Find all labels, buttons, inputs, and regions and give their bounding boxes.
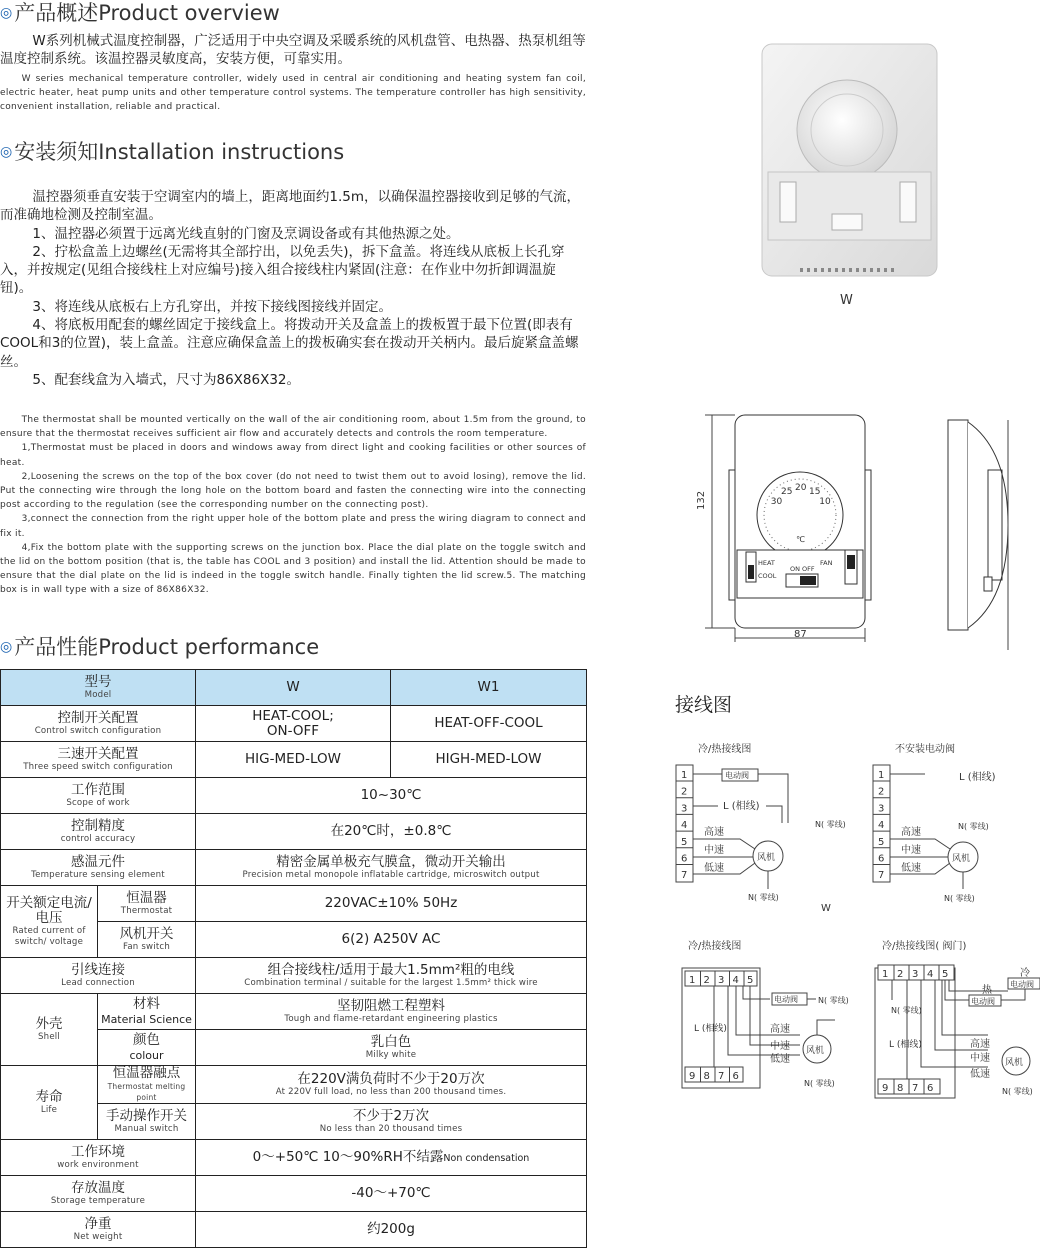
cell-cn: 恒温器 — [126, 889, 167, 906]
terminal-number: 8 — [897, 1083, 904, 1094]
table-cell — [98, 922, 196, 958]
wire — [766, 806, 782, 823]
vent-slot — [877, 268, 880, 272]
cell-cn: 型号 — [84, 673, 112, 690]
dial-number: 10 — [819, 497, 831, 507]
fan-switch — [900, 182, 916, 222]
neutral-label: N( 零线) — [818, 996, 849, 1005]
table-cell — [98, 1030, 196, 1066]
install-cn-para: 温控器须垂直安装于空调室内的墙上，距离地面约1.5m，以确保温控器接收到足够的气流，而准确地检测及控制室温。 — [0, 189, 581, 224]
overview-en-text: W series mechanical temperature controller, widely used in central air conditioning and heating system fan coil, electric heater, heat pump units and other temperature control systems. The temperature controller has high sensitivity, convenient installation, reliable and practical. — [0, 74, 586, 113]
overview-cn — [0, 32, 586, 68]
vent-slot — [849, 268, 852, 272]
speed-low-label: 低速 — [704, 863, 724, 874]
speed-high-label: 高速 — [901, 827, 921, 838]
cell-cn: 三速开关配置 — [57, 745, 139, 762]
vent-slot — [814, 268, 817, 272]
table-row — [1, 706, 587, 742]
table-cell — [196, 1104, 587, 1140]
wire — [892, 980, 1025, 1000]
performance-table — [0, 669, 587, 1248]
cell-en: Lead connection — [61, 977, 135, 988]
table-cell — [1, 958, 196, 994]
table-cell — [196, 1030, 587, 1066]
cell-cn: 组合接线柱/适用于最大1.5mm²粗的电线 — [267, 961, 515, 978]
diagram-4 — [875, 965, 1040, 1098]
terminal-number: 5 — [942, 969, 949, 980]
terminal-number: 5 — [747, 975, 754, 986]
fan-motor-label: 风机 — [1005, 1058, 1024, 1068]
table-cell — [196, 1140, 587, 1176]
table-cell — [1, 994, 98, 1066]
table-cell — [1, 886, 98, 958]
cell-en: Material Science — [101, 1012, 192, 1026]
speed-low-label: 低速 — [970, 1069, 990, 1080]
diagram-3-title: 冷/热接线图 — [688, 941, 742, 952]
fan-motor-label: 风机 — [757, 853, 776, 863]
live-label: L (相线) — [723, 801, 760, 812]
table-row — [1, 1176, 587, 1212]
cell-value: ON-OFF — [266, 722, 320, 739]
bullet-circle-icon: ◎ — [0, 639, 13, 655]
performance-title — [0, 631, 319, 661]
diagram-caption-w: W — [821, 903, 831, 914]
thermostat-photo — [760, 42, 940, 282]
install-cn-para: 1、温控器必须置于远离光线直射的门窗及烹调设备或有其他热源之处。 — [32, 225, 460, 242]
terminal-number: 2 — [878, 786, 885, 798]
speed-mid-label: 中速 — [970, 1053, 990, 1064]
vent-slot — [870, 268, 873, 272]
cell-en: Thermostat — [120, 905, 173, 916]
cell-en: Fan switch — [122, 941, 171, 952]
diagram-4-title: 冷/热接线图( 阀门) — [882, 941, 967, 952]
cell-cn: 控制开关配置 — [57, 709, 139, 726]
heat-label: 热 — [982, 985, 992, 996]
cell-cn: 精密金属单极充气膜盒，微动开关输出 — [276, 853, 506, 870]
front-side-ribs — [729, 470, 735, 600]
terminal-number: 2 — [681, 786, 688, 798]
cell-cn: 坚韧阻燃工程塑料 — [337, 997, 445, 1014]
wire — [817, 1020, 835, 1035]
live-label: L (相线) — [889, 1040, 922, 1050]
cell-cn: 净重 — [84, 1215, 112, 1232]
table-cell — [196, 994, 587, 1030]
terminal-number: 7 — [681, 870, 688, 882]
terminal-number: 9 — [689, 1071, 696, 1082]
cell-en: Life — [40, 1104, 58, 1115]
cell-en: work environment — [57, 1159, 139, 1170]
table-cell — [1, 850, 196, 886]
dial-number: 25 — [781, 486, 793, 497]
terminal-number: 6 — [732, 1071, 739, 1082]
height-label: 132 — [696, 490, 707, 510]
terminal-number: 3 — [718, 975, 725, 986]
cell-value: HEAT-COOL; — [252, 707, 334, 724]
table-cell — [1, 1066, 98, 1140]
cell-cn: 工作范围 — [71, 781, 125, 798]
speed-mid-label: 中速 — [704, 845, 724, 856]
table-cell — [1, 1212, 196, 1248]
cell-cn: 风机开关 — [119, 925, 174, 942]
terminal-number: 6 — [927, 1083, 934, 1094]
install-cn-para: 3、将连线从底板右上方孔穿出，并按下接线图接线并固定。 — [32, 298, 392, 315]
cell-en: Three speed switch configuration — [23, 761, 173, 772]
cell-en: Storage temperature — [50, 1195, 146, 1206]
dial-number: 15 — [809, 486, 821, 497]
table-cell — [196, 958, 587, 994]
bullet-circle-icon: ◎ — [0, 5, 13, 21]
cell-en: Manual switch — [114, 1123, 179, 1134]
table-row — [1, 742, 587, 778]
terminal-number: 6 — [878, 853, 885, 865]
terminal-number: 7 — [912, 1083, 919, 1094]
terminal-number: 3 — [681, 803, 688, 815]
dial-number: 20 — [795, 483, 807, 493]
cell-cn: 手动操作开关 — [106, 1107, 187, 1124]
wiring-title: 接线图 — [675, 694, 733, 716]
cell-cn: 开关额定电流/电压 — [6, 894, 92, 926]
table-cell — [1, 742, 196, 778]
diagram-2-title: 不安装电动阀 — [895, 744, 955, 755]
cell-cn: 不少于2万次 — [352, 1107, 430, 1124]
cell-cn: 在220V满负荷时不少于20万次 — [297, 1070, 485, 1087]
cell-cn: 乳白色 — [370, 1033, 412, 1050]
neutral-label: N( 零线) — [944, 894, 975, 903]
cell-cn: 恒温器融点 — [112, 1065, 181, 1081]
side-view-body — [948, 420, 968, 630]
table-cell — [1, 706, 196, 742]
table-cell — [1, 778, 196, 814]
cell-en: Control switch configuration — [34, 725, 162, 736]
table-row — [1, 778, 587, 814]
vent-slot — [863, 268, 866, 272]
on-off-label: ON OFF — [790, 565, 815, 573]
wire — [693, 839, 755, 874]
neutral-label: N( 零线) — [958, 822, 989, 831]
fan-label: FAN — [820, 559, 833, 567]
table-row — [1, 670, 587, 706]
vent-slot — [842, 268, 845, 272]
side-view-knob — [984, 577, 992, 591]
table-cell — [1, 814, 196, 850]
terminal-number: 3 — [878, 803, 885, 815]
cell-en: Scope of work — [66, 797, 130, 808]
cell-en: Combination terminal / suitable for the largest 1.5mm² thick wire — [244, 977, 538, 988]
table-header-w: W — [196, 670, 391, 706]
table-cell: 在20℃时，±0.8℃ — [196, 814, 587, 850]
table-row — [1, 886, 587, 922]
cold-label: 冷 — [1020, 968, 1030, 979]
install-cn-para: 4、将底板用配套的螺丝固定于接线盒上。将拨动开关及盒盖上的拨板置于最下位置(即表有COOL和3的位置)，装上盒盖。注意应确保盒盖上的拨板确实套在拨动开关柄内。最后旋紧盒盖螺丝。 — [0, 317, 579, 370]
install-cn — [0, 188, 586, 389]
vent-slot — [884, 268, 887, 272]
install-title-en: Installation instructions — [98, 140, 345, 164]
table-row — [1, 1066, 587, 1104]
table-cell — [1, 670, 196, 706]
thermostat-dial — [797, 80, 897, 180]
terminal-number: 4 — [927, 969, 934, 980]
cell-cn: 外壳 — [35, 1015, 63, 1032]
table-cell — [98, 994, 196, 1030]
install-title-cn: 安装须知 — [14, 140, 99, 164]
mode-switch — [780, 182, 796, 222]
terminal-number: 4 — [878, 820, 885, 832]
vent-slot — [821, 268, 824, 272]
table-row — [1, 1212, 587, 1248]
cell-en: Shell — [38, 1031, 60, 1042]
power-switch — [832, 214, 862, 230]
neutral-label: N( 零线) — [804, 1079, 835, 1088]
terminal-number: 7 — [718, 1071, 725, 1082]
overview-title-cn: 产品概述 — [14, 1, 99, 25]
cell-cn: 工作环境 — [71, 1143, 125, 1160]
cell-en: Temperature sensing element — [31, 869, 165, 880]
terminal-number: 9 — [882, 1083, 889, 1094]
terminal-number: 4 — [732, 975, 739, 986]
speed-high-label: 高速 — [770, 1024, 790, 1035]
cell-en: Milky white — [365, 1049, 417, 1060]
table-header-w1: W1 — [391, 670, 587, 706]
install-title — [0, 136, 344, 166]
front-power-knob — [800, 576, 816, 585]
cell-en: Thermostat melting point — [107, 1082, 186, 1102]
diagram-2 — [873, 765, 996, 903]
cell-cn: 存放温度 — [71, 1179, 125, 1196]
fan-motor-label: 风机 — [806, 1046, 825, 1056]
table-row — [1, 850, 587, 886]
install-cn-para: 2、拧松盒盖上边螺丝(无需将其全部拧出，以免丢失)，拆下盒盖。将连线从底板上长孔穿入，并按规定(见组合接线柱上对应编号)接入组合接线柱内紧固(注意：在作业中勿折卸调温旋钮)。 — [0, 243, 565, 297]
live-label: L (相线) — [959, 772, 996, 783]
front-side-ribs — [865, 470, 871, 600]
vent-slot — [856, 268, 859, 272]
neutral-label: N( 零线) — [815, 820, 846, 829]
valve-label: 电动阀 — [774, 995, 798, 1004]
wiring-diagrams — [670, 755, 1040, 1155]
terminal-number: 5 — [681, 836, 688, 848]
cell-value-small: Non condensation — [443, 1152, 530, 1164]
diagram-3 — [682, 968, 849, 1088]
speed-low-label: 低速 — [770, 1054, 790, 1065]
overview-title-en: Product overview — [98, 1, 280, 25]
vent-slot — [891, 268, 894, 272]
cell-cn: 颜色 — [133, 1031, 160, 1048]
cell-en: colour — [129, 1048, 164, 1062]
cell-cn: 感温元件 — [71, 853, 125, 870]
table-cell: -40～+70℃ — [196, 1176, 587, 1212]
table-cell: 220VAC±10% 50Hz — [196, 886, 587, 922]
front-mode-knob — [748, 565, 754, 579]
valve-label: 电动阀 — [725, 771, 749, 780]
cell-cn: 引线连接 — [71, 961, 125, 978]
terminal-number: 7 — [878, 870, 885, 882]
cell-en: control accuracy — [60, 833, 136, 844]
fan-motor-label: 风机 — [952, 854, 971, 864]
heat-label: HEAT — [758, 559, 775, 567]
cell-cn: 寿命 — [35, 1088, 63, 1105]
cell-value: 0～+50℃ 10～90%RH不结露 — [252, 1148, 444, 1165]
cell-en: At 220V full load, no less than 200 thousand times. — [275, 1086, 507, 1097]
terminal-number: 3 — [912, 969, 919, 980]
overview-en — [0, 72, 586, 115]
table-cell — [98, 1066, 196, 1104]
cell-cn: 材料 — [133, 995, 160, 1012]
table-cell — [196, 706, 391, 742]
terminal-number: 1 — [681, 770, 688, 781]
photo-caption: W — [840, 293, 853, 308]
cell-cn: 控制精度 — [71, 817, 125, 834]
table-cell — [196, 1066, 587, 1104]
valve-label: 电动阀 — [1010, 980, 1034, 989]
terminal-number: 1 — [882, 969, 889, 980]
table-cell — [1, 1140, 196, 1176]
diagram-1 — [676, 765, 846, 902]
diagram-1-title: 冷/热接线图 — [698, 744, 752, 755]
dimension-drawing — [690, 410, 1040, 660]
valve-label: 电动阀 — [971, 997, 995, 1006]
front-fan-knob — [847, 555, 855, 569]
speed-high-label: 高速 — [970, 1039, 990, 1050]
terminal-number: 2 — [897, 969, 904, 980]
install-en-para: 1,Thermostat must be placed in doors and windows away from direct light and cooking facilities or other sources of heat. — [0, 443, 586, 468]
table-cell: 约200g — [196, 1212, 587, 1248]
cell-en: No less than 20 thousand times — [319, 1123, 463, 1134]
vent-slot — [828, 268, 831, 272]
table-row — [1, 958, 587, 994]
width-label: 87 — [794, 629, 807, 640]
performance-title-cn: 产品性能 — [14, 635, 99, 659]
vent-slot — [800, 268, 803, 272]
vent-slot — [807, 268, 810, 272]
neutral-label: N( 零线) — [748, 893, 779, 902]
speed-high-label: 高速 — [704, 827, 724, 838]
install-en-para: 3,connect the connection from the right upper hole of the bottom plate and press the wiring diagram to connect and fix it. — [0, 514, 586, 539]
neutral-label: N( 零线) — [1002, 1087, 1033, 1096]
terminal-number: 8 — [703, 1071, 710, 1082]
table-cell: HIG-MED-LOW — [196, 742, 391, 778]
table-row — [1, 814, 587, 850]
speed-mid-label: 中速 — [901, 845, 921, 856]
live-label: L (相线) — [694, 1024, 727, 1034]
terminal-number: 2 — [703, 975, 710, 986]
terminal-number: 1 — [878, 770, 885, 781]
install-en-para: 4,Fix the bottom plate with the supporting screws on the junction box. Place the dial plate on the toggle switch and the lid on the bottom position (that is, the table has COOL and 3 position) and install the lid. Attention should be made to ensure that the dial plate on the lid is indeed in the toggle switch handle. Finally tighten the lid screw.5. The matching box is in wall type with a size of 86X86X32. — [0, 542, 586, 596]
install-en-para: 2,Loosening the screws on the top of the box cover (do not need to twist them out to avoid losing), remove the lid. Put the connecting wire through the long hole on the bottom board and fasten the connecting wire into the connecting post according to the regulation (see the corresponding number on the connecting post). — [0, 471, 586, 511]
table-cell — [196, 850, 587, 886]
table-cell — [98, 1104, 196, 1140]
terminal-number: 6 — [681, 853, 688, 865]
cell-en: Model — [84, 689, 112, 700]
terminal-number: 1 — [689, 975, 696, 986]
table-cell: 6(2) A250V AC — [196, 922, 587, 958]
terminal-number: 5 — [878, 836, 885, 848]
neutral-label: N( 零线) — [891, 1006, 922, 1015]
table-row — [1, 1140, 587, 1176]
dial-unit: ℃ — [796, 535, 805, 544]
table-cell: HEAT-OFF-COOL — [391, 706, 587, 742]
vent-slot — [835, 268, 838, 272]
bullet-circle-icon: ◎ — [0, 144, 13, 160]
cell-en: Tough and flame-retardant engineering plastics — [284, 1013, 498, 1024]
cell-en: Precision metal monopole inflatable cartridge, microswitch output — [242, 869, 540, 880]
speed-low-label: 低速 — [901, 863, 921, 874]
table-cell: 10~30℃ — [196, 778, 587, 814]
table-cell — [98, 886, 196, 922]
cell-en: Rated current of switch/ voltage — [12, 925, 86, 947]
table-cell: HIGH-MED-LOW — [391, 742, 587, 778]
install-en — [0, 413, 586, 598]
speed-mid-label: 中速 — [770, 1041, 790, 1052]
terminal-number: 4 — [681, 820, 688, 832]
overview-title — [0, 0, 280, 27]
cell-en: Net weight — [73, 1231, 123, 1242]
install-en-para: The thermostat shall be mounted vertically on the wall of the air conditioning room, about 1.5m from the ground, to ensure that the thermostat receives sufficient air flow and accurately detects and controls the room temperature. — [0, 415, 586, 440]
table-cell — [1, 1176, 196, 1212]
table-row — [1, 994, 587, 1030]
performance-title-en: Product performance — [98, 635, 320, 659]
dial-number: 30 — [770, 497, 783, 507]
overview-cn-text: W系列机械式温度控制器，广泛适用于中央空调及采暖系统的风机盘管、电热器、热泵机组等温度控制系统。该温控器灵敏度高，安装方便，可靠实用。 — [0, 33, 586, 67]
install-cn-para: 5、配套线盒为入墙式，尺寸为86X86X32。 — [32, 371, 301, 388]
cool-label: COOL — [758, 572, 777, 580]
